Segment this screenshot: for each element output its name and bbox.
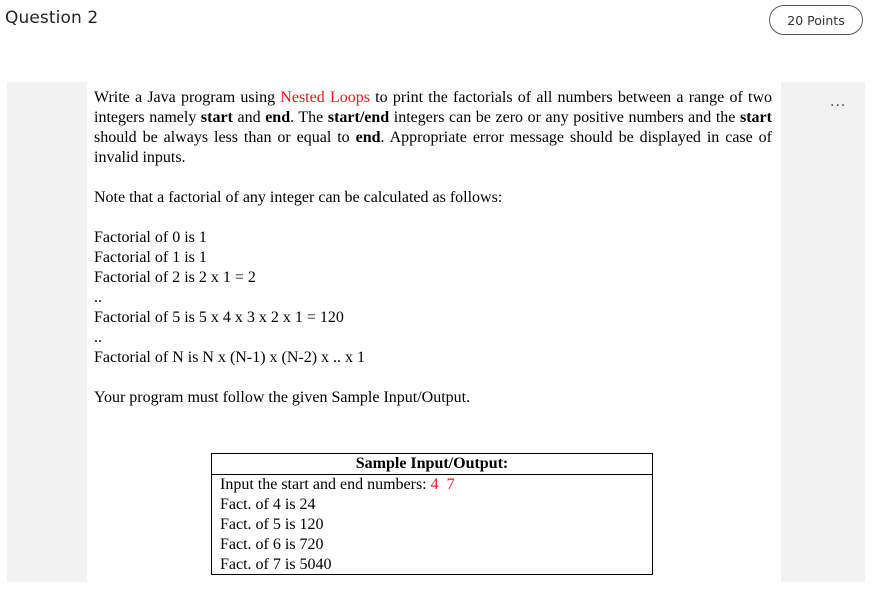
sample-output-line: Fact. of 6 is 720 [220,536,324,553]
ellipsis-line: .. [94,289,102,306]
question-title: Question 2 [5,8,99,28]
sample-io-box [211,453,653,575]
sample-input-values: 4 7 [430,476,455,493]
factorial-example: Factorial of 2 is 2 x 1 = 2 [94,269,256,286]
more-options-icon[interactable]: ... [830,94,847,110]
factorial-example: Factorial of 0 is 1 [94,229,207,246]
follow-instruction: Your program must follow the given Sample Input/Output. [94,389,471,406]
points-badge: 20 Points [769,5,863,35]
sample-io-heading: Sample Input/Output: [212,454,652,475]
ellipsis-line: .. [94,329,102,346]
note-text: Note that a factorial of any integer can be calculated as follows: [94,189,503,206]
sample-output-line: Fact. of 5 is 120 [220,516,324,533]
sample-output-line: Fact. of 7 is 5040 [220,556,332,573]
prompt-paragraph: Write a Java program using Nested Loops to print the factorials of all numbers between a range of two integers namely start and end. The start/end integers can be zero or any positive numbers and the start should be always less than or equal to end. Appropriate error message should be displayed in case of invalid inputs. [94,89,773,166]
factorial-example: Factorial of 5 is 5 x 4 x 3 x 2 x 1 = 120 [94,309,344,326]
sample-input-line: Input the start and end numbers: 4 7 [220,476,455,493]
factorial-example: Factorial of 1 is 1 [94,249,207,266]
nested-loops-highlight: Nested Loops [280,89,370,106]
factorial-example: Factorial of N is N x (N-1) x (N-2) x .. x 1 [94,349,366,366]
sample-output-line: Fact. of 4 is 24 [220,496,316,513]
